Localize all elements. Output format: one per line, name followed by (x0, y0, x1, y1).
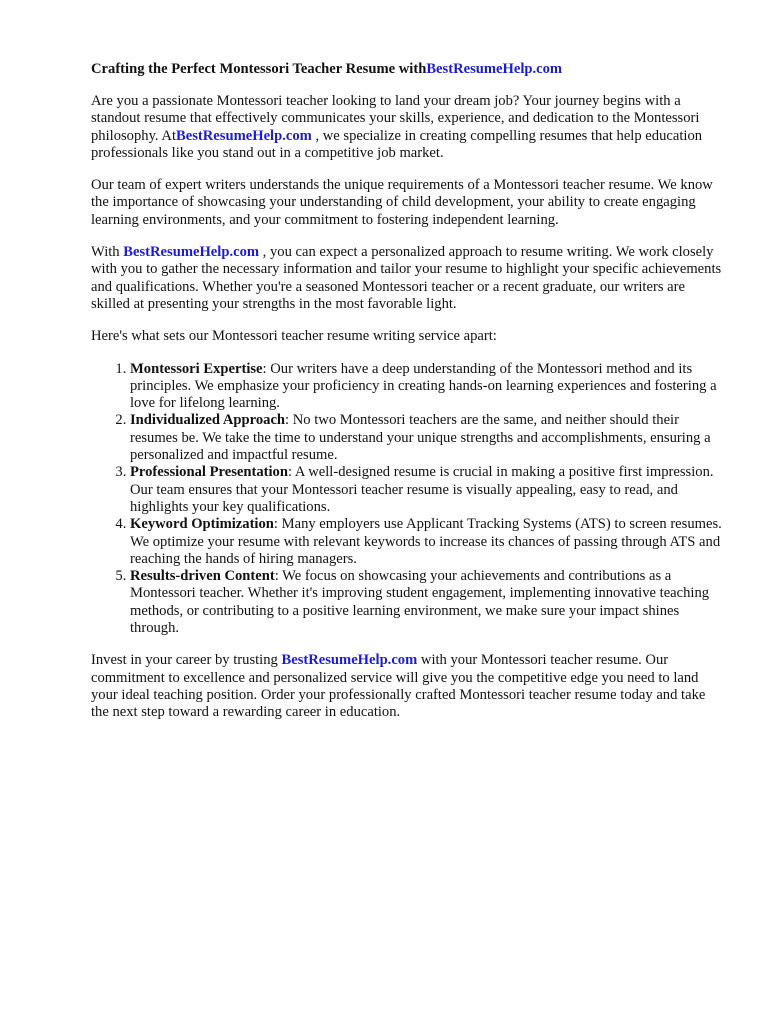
feature-label: Professional Presentation (130, 464, 288, 481)
feature-text: : We focus on showcasing your achievements and contributions as a Montessori teacher. Whether it's improving student engagement, implementing innovative teaching methods, or contributing to a positive learning environment, we make sure your impact shines through. (130, 568, 710, 637)
with-text-before: With (91, 244, 124, 261)
feature-item (130, 361, 723, 413)
closing-text-before: Invest in your career by trusting (91, 652, 282, 669)
with-paragraph (91, 244, 723, 313)
sets-apart-paragraph: Here's what sets our Montessori teacher resume writing service apart: (91, 328, 497, 345)
feature-item (130, 516, 723, 568)
feature-label: Keyword Optimization (130, 516, 274, 533)
intro-text-before: Are you a passionate Montessori teacher looking to land your dream job? Your journey begins with a standout resume that effectively communicates your skills, experience, and dedication to the Montessori philosophy. At (91, 93, 700, 144)
features-list (91, 361, 723, 638)
title-text: Crafting the Perfect Montessori Teacher Resume with (91, 61, 427, 77)
with-link[interactable]: BestResumeHelp.com (123, 244, 260, 261)
intro-link[interactable]: BestResumeHelp.com (176, 127, 312, 144)
feature-text: : Our writers have a deep understanding of the Montessori method and its principles. We emphasize your proficiency in creating hands-on learning experiences and fostering a love for lifelong learning. (130, 360, 717, 412)
feature-label: Individualized Approach (130, 412, 286, 429)
intro-text-after: , we specialize in creating compelling resumes that help education professionals like you stand out in a competitive job market. (91, 127, 703, 161)
closing-paragraph (91, 652, 723, 721)
closing-text-after: with your Montessori teacher resume. Our commitment to excellence and personalized service will give you the competitive edge you need to land your ideal teaching position. Order your professionally crafted Montessori teacher resume today and take the next step toward a rewarding career in education. (91, 652, 706, 721)
feature-text: : Many employers use Applicant Tracking Systems (ATS) to screen resumes. We optimize your resume with relevant keywords to increase its chances of passing through ATS and reaching the hands of hiring managers. (130, 516, 722, 567)
intro-paragraph (91, 93, 723, 162)
closing-link[interactable]: BestResumeHelp.com (281, 652, 418, 669)
document-title (91, 60, 723, 78)
feature-label: Results-driven Content (130, 568, 275, 585)
with-text-after: , you can expect a personalized approach to resume writing. We work closely with you to gather the necessary information and tailor your resume to highlight your specific achievements and qualifications. Whether you're a seasoned Montessori teacher or a recent graduate, our writers are skilled at presenting your strengths in the most favorable light. (91, 244, 722, 312)
feature-item (130, 412, 723, 464)
team-paragraph: Our team of expert writers understands the unique requirements of a Montessori teacher resume. We know the importance of showcasing your understanding of child development, your ability to create engaging learning environments, and your commitment to fostering independent learning. (91, 177, 713, 228)
document-page (91, 60, 723, 737)
feature-text: : A well-designed resume is crucial in making a positive first impression. Our team ensures that your Montessori teacher resume is visually appealing, easy to read, and highlights your key qualifications. (130, 464, 714, 515)
feature-label: Montessori Expertise (130, 360, 263, 377)
feature-text: : No two Montessori teachers are the same, and neither should their resumes be. We take the time to understand your unique strengths and accomplishments, ensuring a personalized and impactful resume. (130, 412, 711, 464)
feature-item (130, 568, 723, 637)
feature-item (130, 464, 723, 516)
title-link[interactable]: BestResumeHelp.com (426, 61, 563, 77)
